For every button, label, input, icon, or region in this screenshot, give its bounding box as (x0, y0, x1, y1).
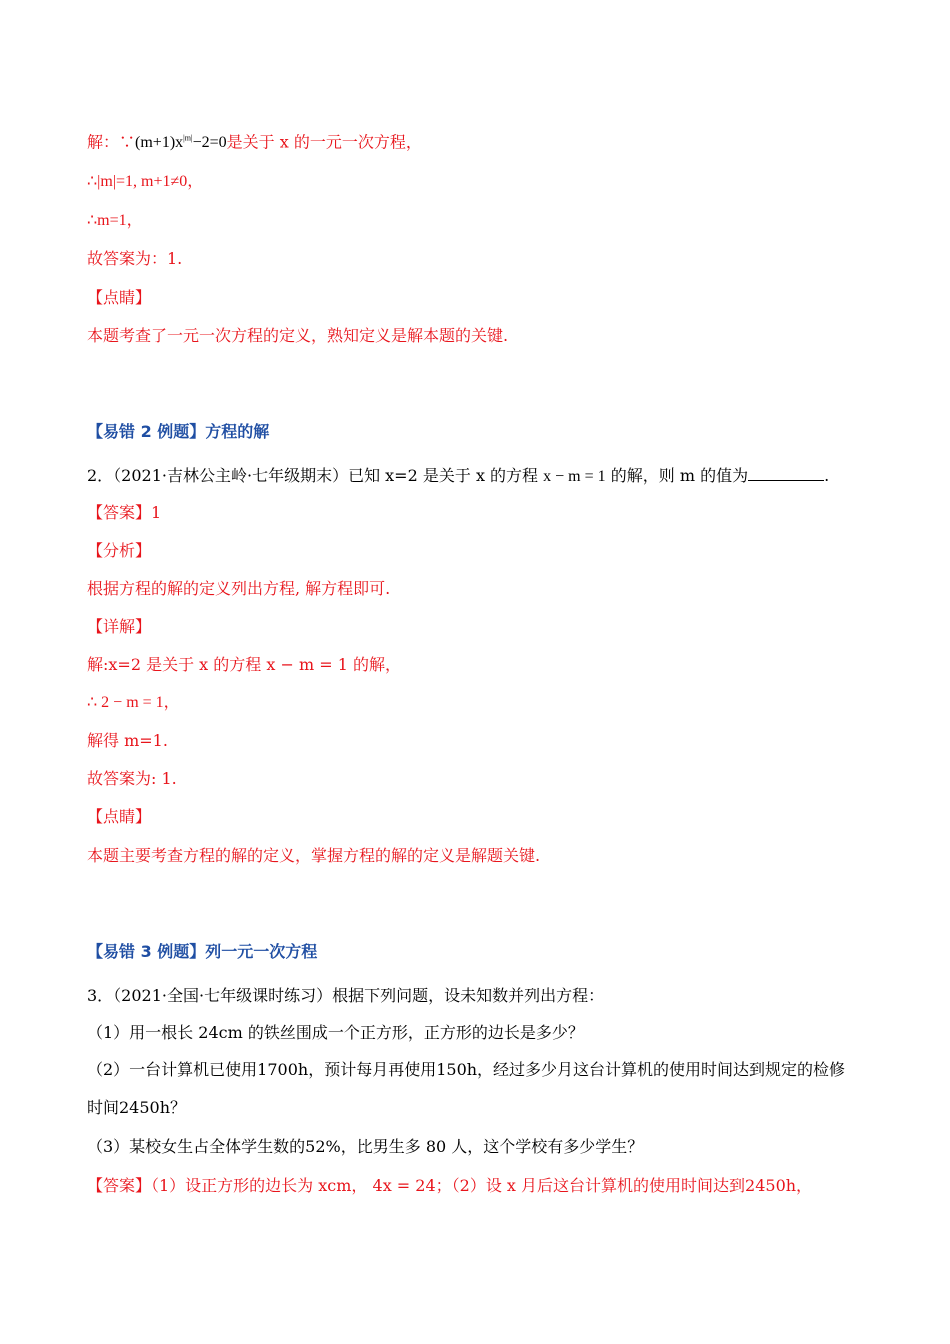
question-text (87, 466, 829, 487)
comment-text: 本题考查了一元一次方程的定义，熟知定义是解本题的关键. (87, 326, 509, 345)
equation: x − m = 1 (543, 468, 606, 485)
detail-line: 解得 m=1. (87, 731, 168, 750)
heading-tag: 【易错 2 例题】 (87, 422, 206, 441)
question-part: （1）用一根长 24cm 的铁丝围成一个正方形，正方形的边长是多少？ (87, 1023, 584, 1042)
equation-base: (m+1)x (135, 134, 184, 152)
heading-tag: 【易错 3 例题】 (87, 942, 206, 961)
solution-line: ∴|m|=1, m+1≠0， (87, 173, 204, 190)
question-part: 时间2450h？ (87, 1098, 187, 1117)
solution-text: 是关于 x 的一元一次方程， (226, 132, 422, 152)
analysis-tag: 【分析】 (87, 541, 152, 560)
question-end: . (824, 466, 830, 485)
answer-blank[interactable] (748, 466, 824, 481)
analysis-text: 根据方程的解的定义列出方程, 解方程即可. (87, 579, 391, 598)
equation (135, 134, 227, 151)
answer-text: 【答案】1 (87, 503, 162, 522)
solution-line (87, 129, 422, 153)
equation-tail: −2=0 (192, 134, 227, 152)
question-suffix: 的解，则 m 的值为 (605, 466, 749, 485)
comment-tag: 【点睛】 (87, 807, 152, 826)
equation-exponent: |m| (183, 134, 193, 143)
question-prefix: 2．（2021·吉林公主岭·七年级期末）已知 x=2 是关于 x 的方程 (87, 466, 544, 485)
detail-line: 故答案为: 1. (87, 769, 177, 788)
answer-text: 【答案】（1）设正方形的边长为 xcm， 4x = 24；（2）设 x 月后这台计算机的使用时间达到2450h， (87, 1176, 813, 1195)
comment-text: 本题主要考查方程的解的定义，掌握方程的解的定义是解题关键. (87, 846, 541, 865)
detail-line: ∴ 2 − m = 1， (87, 694, 180, 711)
section-heading (87, 422, 269, 442)
question-part: （2）一台计算机已使用1700h，预计每月再使用150h，经过多少月这台计算机的使用时间达到规定的检修 (87, 1060, 846, 1079)
detail-line: 解:x=2 是关于 x 的方程 x − m = 1 的解， (87, 655, 401, 674)
question-part: （3）某校女生占全体学生数的52%，比男生多 80 人，这个学校有多少学生？ (87, 1137, 644, 1156)
detail-tag: 【详解】 (87, 617, 152, 636)
heading-title: 方程的解 (205, 422, 270, 441)
solution-text: 解：∵ (87, 132, 136, 152)
solution-line: 故答案为：1. (87, 249, 183, 268)
solution-line: ∴m=1， (87, 212, 143, 229)
section-heading (87, 942, 317, 962)
question-intro: 3．（2021·全国·七年级课时练习）根据下列问题，设未知数并列出方程： (87, 986, 605, 1005)
comment-tag: 【点睛】 (87, 288, 152, 307)
heading-title: 列一元一次方程 (205, 942, 318, 961)
